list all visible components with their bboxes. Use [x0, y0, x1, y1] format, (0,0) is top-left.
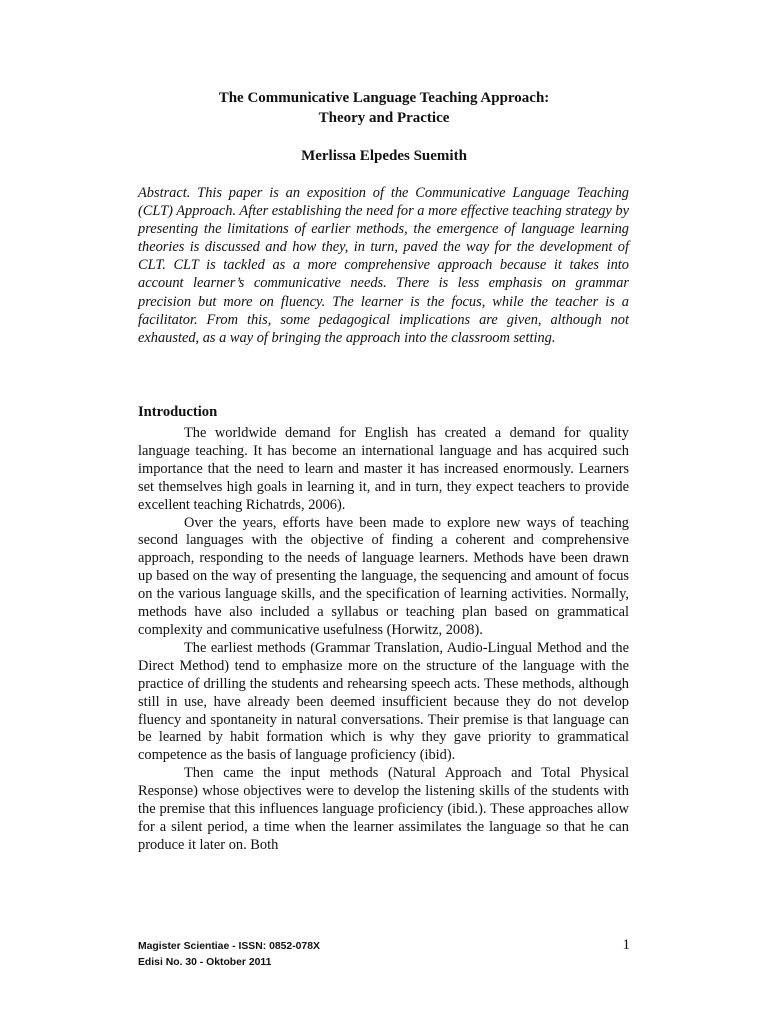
introduction-body [138, 425, 629, 855]
page-footer [138, 939, 320, 971]
abstract-text: Abstract. This paper is an exposition of the Communicative Language Teaching (CLT) Approach. After establishing the need for a more effective teaching strategy by presenting the limitations of earlier methods, the emergence of language learning theories is discussed and how they, in turn, paved the way for the development of CLT. CLT is tackled as a more comprehensive approach because it takes into account learner’s communicative needs. There is less emphasis on grammar precision but more on fluency. The learner is the focus, while the teacher is a facilitator. From this, some pedagogical implications are given, although not exhausted, as a way of bringing the approach into the classroom setting. [138, 185, 629, 346]
footer-edition: Edisi No. 30 - Oktober 2011 [138, 957, 272, 968]
paper-title-line-2: Theory and Practice [318, 110, 450, 126]
page-number: 1 [622, 937, 630, 953]
introduction-paragraph-4: Then came the input methods (Natural Approach and Total Physical Response) whose objectives were to develop the listening skills of the students with the premise that this influences language proficiency (ibid.). These approaches allow for a silent period, a time when the learner assimilates the language so that he can produce it later on. Both [138, 765, 629, 853]
introduction-paragraph-1: The worldwide demand for English has created a demand for quality language teaching. It has become an international language and has acquired such importance that the need to learn and master it has increased enormously. Learners set themselves high goals in learning it, and in turn, they expect teachers to provide excellent teaching Richatrds, 2006). [138, 425, 629, 513]
footer-journal: Magister Scientiae - ISSN: 0852-078X [138, 941, 320, 952]
paper-title [138, 88, 630, 128]
introduction-paragraph-3: The earliest methods (Grammar Translation, Audio-Lingual Method and the Direct Method) tend to emphasize more on the structure of the language with the practice of drilling the students and rehearsing speech acts. These methods, although still in use, have already been deemed insufficient because they do not develop fluency and spontaneity in natural conversations. Their premise is that language can be learned by habit formation which is why they gave priority to grammatical competence as the basis of language proficiency (ibid). [138, 639, 629, 764]
introduction-heading: Introduction [138, 404, 218, 420]
paper-title-line-1: The Communicative Language Teaching Approach: [218, 90, 550, 106]
introduction-paragraph-2: Over the years, efforts have been made to explore new ways of teaching second languages with the objective of finding a coherent and comprehensive approach, responding to the needs of language learners. Methods have been drawn up based on the way of presenting the language, the sequencing and amount of focus on the various language skills, and the specification of learning activities. Normally, methods have also included a syllabus or teaching plan based on grammatical complexity and communicative usefulness (Horwitz, 2008). [138, 514, 629, 638]
author-name: Merlissa Elpedes Suemith [301, 148, 467, 164]
